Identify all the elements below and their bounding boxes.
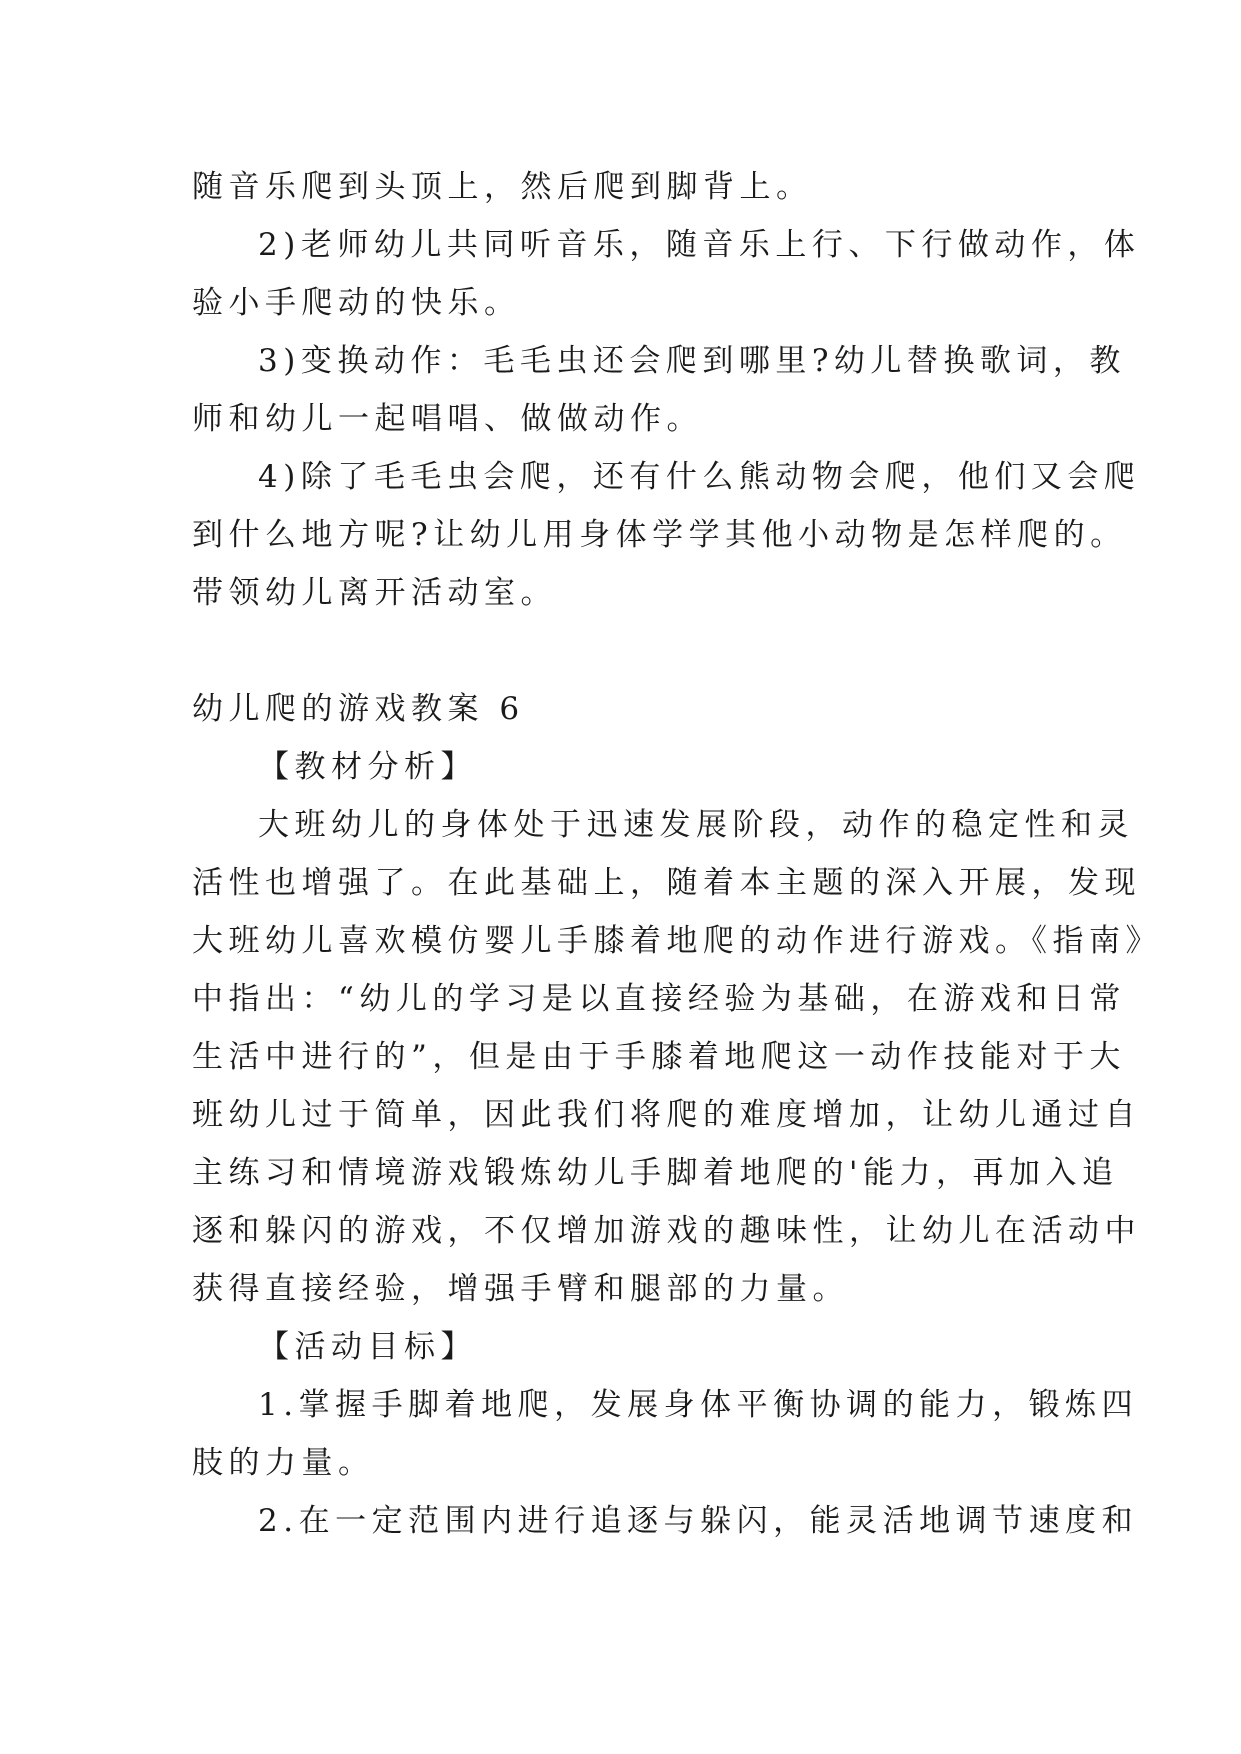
text-line: 1.掌握手脚着地爬，发展身体平衡协调的能力，锻炼四: [258, 1387, 1139, 1423]
text-line: 班幼儿过于简单，因此我们将爬的难度增加，让幼儿通过自: [192, 1097, 1141, 1133]
text-line: 2)老师幼儿共同听音乐，随音乐上行、下行做动作，体: [258, 227, 1141, 263]
text-line: 随音乐爬到头顶上，然后爬到脚背上。: [192, 169, 813, 205]
text-line: 到什么地方呢?让幼儿用身体学学其他小动物是怎样爬的。: [192, 517, 1127, 553]
text-line: 带领幼儿离开活动室。: [192, 575, 557, 611]
text-line: 4)除了毛毛虫会爬，还有什么熊动物会爬，他们又会爬: [258, 459, 1141, 495]
text-line: 中指出：“幼儿的学习是以直接经验为基础，在游戏和日常: [192, 981, 1126, 1017]
text-line: 验小手爬动的快乐。: [192, 285, 521, 321]
document-body: [192, 158, 1162, 1550]
text-line: 活性也增强了。在此基础上，随着本主题的深入开展，发现: [192, 865, 1141, 901]
text-line: 生活中进行的”，但是由于手膝着地爬这一动作技能对于大: [192, 1039, 1126, 1075]
text-line: 主练习和情境游戏锻炼幼儿手脚着地爬的'能力，再加入追: [192, 1155, 1119, 1191]
section-heading-material-analysis: 【教材分析】: [258, 749, 477, 785]
text-line: 2.在一定范围内进行追逐与躲闪，能灵活地调节速度和: [258, 1503, 1139, 1539]
text-line: 获得直接经验，增强手臂和腿部的力量。: [192, 1271, 849, 1307]
text-line: 逐和躲闪的游戏，不仅增加游戏的趣味性，让幼儿在活动中: [192, 1213, 1141, 1249]
section-title: 幼儿爬的游戏教案 6: [192, 691, 525, 727]
text-line: 3)变换动作：毛毛虫还会爬到哪里?幼儿替换歌词，教: [258, 343, 1126, 379]
text-line: 大班幼儿的身体处于迅速发展阶段，动作的稳定性和灵: [258, 807, 1134, 843]
text-line: 肢的力量。: [192, 1445, 375, 1481]
paragraph-gap: [192, 622, 1052, 680]
text-line: 大班幼儿喜欢模仿婴儿手膝着地爬的动作进行游戏。《指南》: [192, 923, 1162, 959]
text-line: 师和幼儿一起唱唱、做做动作。: [192, 401, 703, 437]
section-heading-activity-goals: 【活动目标】: [258, 1329, 477, 1365]
